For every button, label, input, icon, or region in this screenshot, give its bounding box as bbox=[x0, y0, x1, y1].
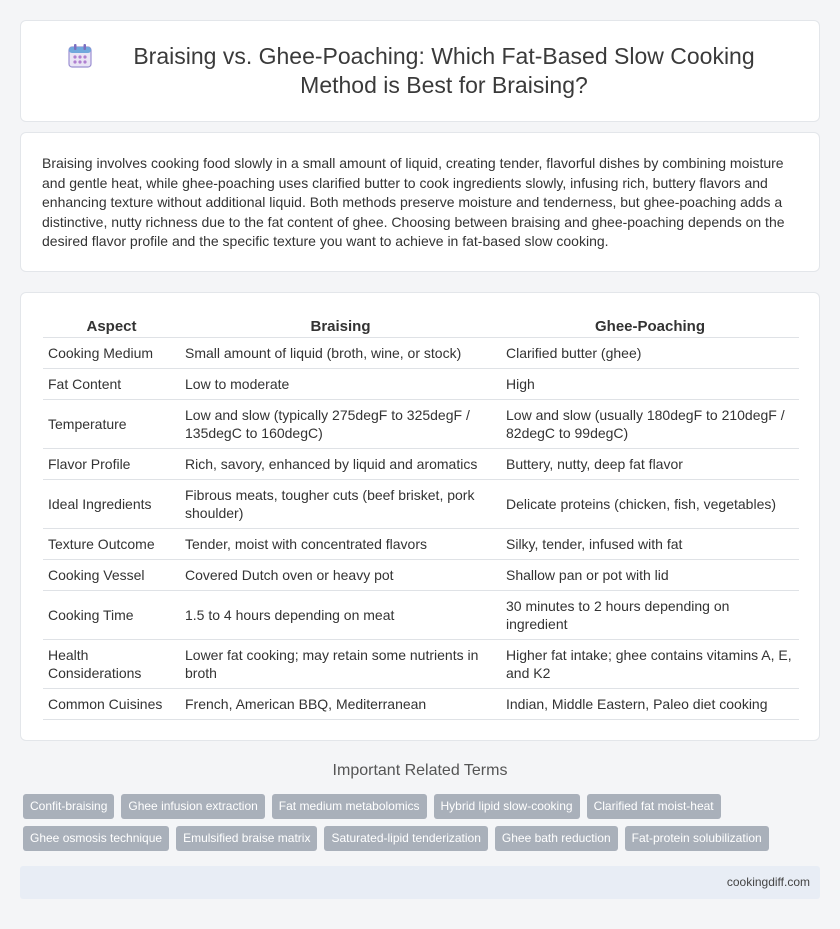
braising-cell: French, American BBQ, Mediterranean bbox=[180, 688, 501, 719]
table-row bbox=[43, 528, 799, 559]
tag-hybrid-lipid-slow-cooking[interactable]: Hybrid lipid slow-cooking bbox=[434, 794, 580, 819]
ghee-poaching-cell: Silky, tender, infused with fat bbox=[501, 528, 799, 559]
aspect-cell: Ideal Ingredients bbox=[43, 479, 180, 528]
aspect-cell: Temperature bbox=[43, 399, 180, 448]
ghee-poaching-cell: Shallow pan or pot with lid bbox=[501, 559, 799, 590]
table-row bbox=[43, 399, 799, 448]
braising-cell: Tender, moist with concentrated flavors bbox=[180, 528, 501, 559]
braising-cell: Small amount of liquid (broth, wine, or stock) bbox=[180, 337, 501, 368]
tag-ghee-osmosis-technique[interactable]: Ghee osmosis technique bbox=[23, 826, 169, 851]
intro-card bbox=[20, 132, 820, 272]
aspect-cell: Texture Outcome bbox=[43, 528, 180, 559]
page-title: Braising vs. Ghee-Poaching: Which Fat-Based Slow Cooking Method is Best for Braising? bbox=[133, 43, 755, 98]
tag-clarified-fat-moist-heat[interactable]: Clarified fat moist-heat bbox=[587, 794, 721, 819]
calendar-icon bbox=[66, 42, 94, 70]
aspect-cell: Common Cuisines bbox=[43, 688, 180, 719]
ghee-poaching-cell: Clarified butter (ghee) bbox=[501, 337, 799, 368]
ghee-poaching-cell: Delicate proteins (chicken, fish, vegetables) bbox=[501, 479, 799, 528]
related-terms-tags bbox=[23, 794, 823, 851]
braising-cell: 1.5 to 4 hours depending on meat bbox=[180, 590, 501, 639]
braising-cell: Low to moderate bbox=[180, 368, 501, 399]
table-row bbox=[43, 688, 799, 719]
tag-confit-braising[interactable]: Confit-braising bbox=[23, 794, 114, 819]
table-row bbox=[43, 559, 799, 590]
aspect-cell: Health Considerations bbox=[43, 639, 180, 688]
footer bbox=[20, 866, 820, 899]
braising-cell: Low and slow (typically 275degF to 325degF / 135degC to 160degC) bbox=[180, 399, 501, 448]
aspect-cell: Flavor Profile bbox=[43, 448, 180, 479]
tag-emulsified-braise-matrix[interactable]: Emulsified braise matrix bbox=[176, 826, 317, 851]
braising-cell: Rich, savory, enhanced by liquid and aromatics bbox=[180, 448, 501, 479]
tag-ghee-bath-reduction[interactable]: Ghee bath reduction bbox=[495, 826, 618, 851]
comparison-table-card bbox=[20, 292, 820, 741]
table-row bbox=[43, 448, 799, 479]
table-row bbox=[43, 639, 799, 688]
braising-cell: Covered Dutch oven or heavy pot bbox=[180, 559, 501, 590]
header-aspect: Aspect bbox=[43, 315, 180, 337]
header-ghee-poaching: Ghee-Poaching bbox=[501, 315, 799, 337]
aspect-cell: Cooking Time bbox=[43, 590, 180, 639]
table-row bbox=[43, 337, 799, 368]
header-card bbox=[20, 20, 820, 122]
ghee-poaching-cell: Indian, Middle Eastern, Paleo diet cooking bbox=[501, 688, 799, 719]
tag-fat-medium-metabolomics[interactable]: Fat medium metabolomics bbox=[272, 794, 427, 819]
header-braising: Braising bbox=[180, 315, 501, 337]
ghee-poaching-cell: Higher fat intake; ghee contains vitamins A, E, and K2 bbox=[501, 639, 799, 688]
braising-cell: Fibrous meats, tougher cuts (beef brisket, pork shoulder) bbox=[180, 479, 501, 528]
aspect-cell: Fat Content bbox=[43, 368, 180, 399]
table-row bbox=[43, 590, 799, 639]
intro-paragraph: Braising involves cooking food slowly in a small amount of liquid, creating tender, flavorful dishes by combining moisture and gentle heat, while ghee-poaching uses clarified butter to cook ingredients slowly, infusing rich, buttery flavors and enhancing texture without additional liquid. Both methods preserve moisture and tenderness, but ghee-poaching adds a distinctive, nutty richness due to the fat content of ghee. Choosing between braising and ghee-poaching depends on the desired flavor profile and the specific texture you want to achieve in fat-based slow cooking. bbox=[42, 155, 785, 250]
ghee-poaching-cell: 30 minutes to 2 hours depending on ingredient bbox=[501, 590, 799, 639]
ghee-poaching-cell: Buttery, nutty, deep fat flavor bbox=[501, 448, 799, 479]
tag-ghee-infusion-extraction[interactable]: Ghee infusion extraction bbox=[121, 794, 264, 819]
related-terms-title: Important Related Terms bbox=[332, 762, 508, 779]
tag-fat-protein-solubilization[interactable]: Fat-protein solubilization bbox=[625, 826, 769, 851]
table-row bbox=[43, 479, 799, 528]
aspect-cell: Cooking Vessel bbox=[43, 559, 180, 590]
comparison-table bbox=[43, 315, 799, 720]
braising-cell: Lower fat cooking; may retain some nutrients in broth bbox=[180, 639, 501, 688]
table-header-row bbox=[43, 315, 799, 337]
ghee-poaching-cell: Low and slow (usually 180degF to 210degF / 82degC to 99degC) bbox=[501, 399, 799, 448]
tag-saturated-lipid-tenderization[interactable]: Saturated-lipid tenderization bbox=[324, 826, 487, 851]
aspect-cell: Cooking Medium bbox=[43, 337, 180, 368]
footer-site-link[interactable]: cookingdiff.com bbox=[726, 875, 810, 889]
table-row bbox=[43, 368, 799, 399]
ghee-poaching-cell: High bbox=[501, 368, 799, 399]
